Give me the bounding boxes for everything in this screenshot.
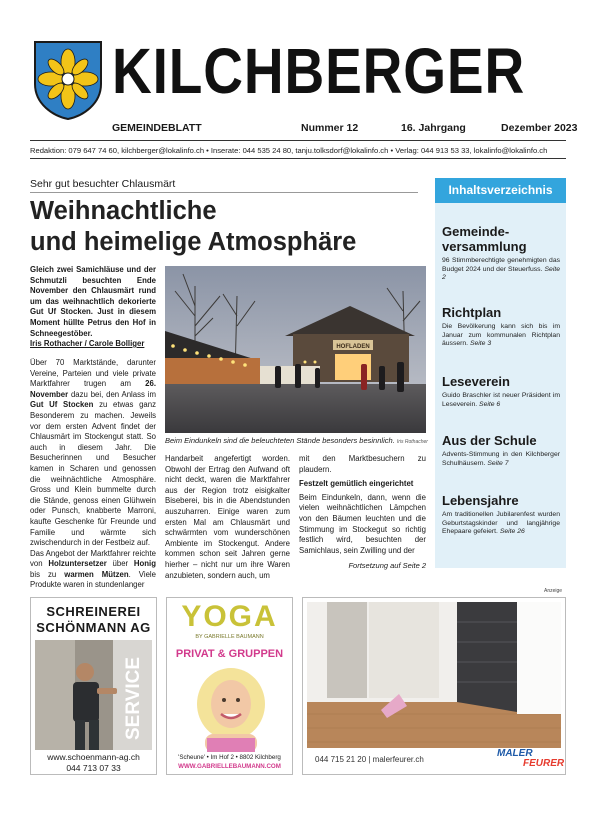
ad-schreinerei-service: SERVICE — [123, 656, 144, 740]
issue-date: Dezember 2023 — [501, 122, 578, 134]
ad-maler-logo-feurer: FEURER — [523, 758, 565, 769]
toc-item-text: Guido Braschler ist neuer Präsident im Leseverein. Seite 6 — [442, 392, 560, 408]
toc-item-aus-der-schule[interactable] — [442, 433, 560, 468]
masthead-rule-top — [30, 140, 566, 141]
article-column-2: Handarbeit angefertigt worden. Obwohl der Ertrag den Aufwand oft nicht deckt, waren die Marktfahrer aus der Region trotz eisigkalter Biseberei, bis in die Abendstunden auszuharren. Einige waren zum ersten Mal am Chlausmärt und schwärmten vom wunderschönen Ambiente im Stockengut. Andere kommen schon seit Jahren gerne hierher – nicht nur um ihre Waren anzubieten, sondern auch, um — [165, 454, 290, 580]
ad-yoga-portrait — [187, 664, 275, 752]
article-column-1: Über 70 Marktstände, darunter Vereine, Parteien und viele private Marktfahrer trugen am 26. November dazu bei, den Anlass im Gut Uf Stocken zu etwas ganz Besonderem zu machen. Jeweils vor dem ersten Advent findet der Chlausmärt im Stockengut statt. So auch in diesem Jahr. Die Besucherinnen und Besucher kamen in Scharen und genossen die weihnächtliche Atmosphäre. Gross und Klein bummelte durch die Stände, genoss einen Glühwein oder Punsch, knabberte Marroni, kaufte Geschenke für Freunde und Familie und wärmte sich zwischendurch in der Festbeiz auf. Das Angebot der Marktfahrer reichte von Holzuntersetzer über Honig bis zu warmen Mützen. Viele Produkte waren in stundenlanger — [30, 358, 156, 590]
ad-yoga-tagline: PRIVAT & GRUPPEN — [175, 648, 284, 660]
toc-item-text: Advents-Stimmung in den Kilchberger Schulhäusern. Seite 7 — [442, 451, 560, 467]
toc-item-title: Lebensjahre — [442, 493, 519, 508]
ad-label: Anzeige — [544, 588, 563, 594]
ad-schreinerei-phone: 044 713 07 33 — [66, 763, 121, 773]
ad-maler-room-photo — [307, 602, 561, 748]
toc-item-title: Richtplan — [442, 305, 502, 320]
photo-caption — [165, 436, 430, 445]
toc-item-text: Die Bevölkerung kann sich bis im Januar zum kommunalen Richtplan äussern. Seite 3 — [442, 323, 560, 348]
article-headline — [30, 196, 430, 258]
newspaper-subtitle: GEMEINDEBLATT — [112, 122, 202, 134]
kicker-rule — [30, 192, 418, 193]
ad-yoga-address: 'Scheune' • Im Hof 2 • 8802 Kilchberg — [178, 754, 281, 761]
ad-maler-contact[interactable]: 044 715 21 20 | malerfeurer.ch — [315, 755, 424, 764]
toc-item-leseverein[interactable] — [442, 374, 560, 409]
ad-yoga-title: YOGA — [181, 600, 278, 633]
toc-item-page: Seite 3 — [469, 340, 492, 348]
toc-item-title: Aus der Schule — [442, 433, 537, 448]
toc-item-title: Leseverein — [442, 374, 510, 389]
ad-schreinerei-url[interactable]: www.schoenmann-ag.ch — [47, 752, 140, 762]
ad-schreinerei-schoenmann[interactable] — [30, 597, 157, 775]
toc-item-page: Seite 26 — [499, 528, 525, 536]
ad-schreinerei-line1: SCHREINEREI — [46, 604, 141, 619]
toc-item-lebensjahre[interactable] — [442, 493, 560, 537]
ad-yoga-by: BY GABRIELLE BAUMANN — [195, 634, 264, 640]
article-photo-christmas-market — [165, 266, 426, 433]
newspaper-title: KILCHBERGER — [112, 35, 526, 107]
issue-volume: 16. Jahrgang — [401, 122, 466, 134]
ad-maler-feurer[interactable] — [302, 597, 566, 775]
issue-number: Nummer 12 — [301, 122, 359, 134]
article-kicker: Sehr gut besuchter Chlausmärt — [30, 178, 176, 190]
toc-item-page: Seite 6 — [479, 400, 501, 408]
ad-schreinerei-photo — [35, 640, 152, 750]
ad-yoga-website[interactable]: WWW.GABRIELLEBAUMANN.COM — [178, 763, 281, 770]
toc-heading: Inhaltsverzeichnis — [435, 178, 566, 203]
caption-text: Beim Eindunkeln sind die beleuchteten Stände besonders besinnlich. — [165, 436, 395, 445]
ad-maler-logo-maler: MALER — [497, 748, 533, 759]
toc-item-title: Gemeinde- versammlung — [442, 224, 527, 254]
issue-meta — [112, 122, 578, 136]
masthead-rule-bottom — [30, 158, 566, 159]
article-authors: Iris Rothacher / Carole Bolliger — [30, 339, 145, 348]
headline-line-1: Weihnachtliche — [30, 197, 217, 225]
photo-credit: Iris Rothacher — [396, 439, 428, 445]
headline-line-2: und heimelige Atmosphäre — [30, 228, 357, 256]
toc-item-text: 96 Stimmberechtigte genehmigten das Budget 2024 und der Steuerfuss. Seite 2 — [442, 257, 560, 282]
toc-item-page: Seite 2 — [442, 265, 560, 282]
toc-item-page: Seite 7 — [487, 459, 509, 467]
toc-item-text: Am traditionellen Jubilarenfest wurden Geburtstagskinder und langjährige Ehepaare gefeiert. Seite 26 — [442, 511, 560, 536]
ad-schreinerei-line2: SCHÖNMANN AG — [36, 620, 151, 635]
contact-line: Redaktion: 079 647 74 60, kilchberger@lokalinfo.ch • Inserate: 044 535 24 80, tanju.tolksdorf@lokalinfo.ch • Verlag: 044 913 53 33, lokalinfo@lokalinfo.ch — [30, 146, 548, 155]
article-subhead: Festzelt gemütlich eingerichtet — [299, 479, 414, 489]
ad-yoga[interactable] — [166, 597, 293, 775]
article-lead: Gleich zwei Samichläuse und der Schmutzli besuchten Ende November den Chlausmärt rund um das weihnachtlich dekorierte Gut Uf Stocken. Just in diesem Moment hüllte Petrus den Hof in Schneegestöber. — [30, 265, 156, 338]
toc-item-gemeindeversammlung[interactable] — [442, 224, 560, 283]
article-column-3: mit den Marktbesuchern zu plaudern. Festzelt gemütlich eingerichtet Beim Eindunkeln, dann, wenn die vielen weihnächtlichen Lämpchen von den Bäumen leuchten und die Stimmung im Stockegut so richtig festlich wird, besuchten der Samichlaus, sein Zwilling und der — [299, 454, 426, 555]
toc-item-richtplan[interactable] — [442, 305, 560, 349]
table-of-contents — [435, 178, 566, 568]
continued-on-page-link[interactable]: Fortsetzung auf Seite 2 — [348, 561, 426, 570]
kilchberg-coat-of-arms — [33, 40, 103, 120]
photo-sign: HOFLADEN — [336, 344, 370, 350]
